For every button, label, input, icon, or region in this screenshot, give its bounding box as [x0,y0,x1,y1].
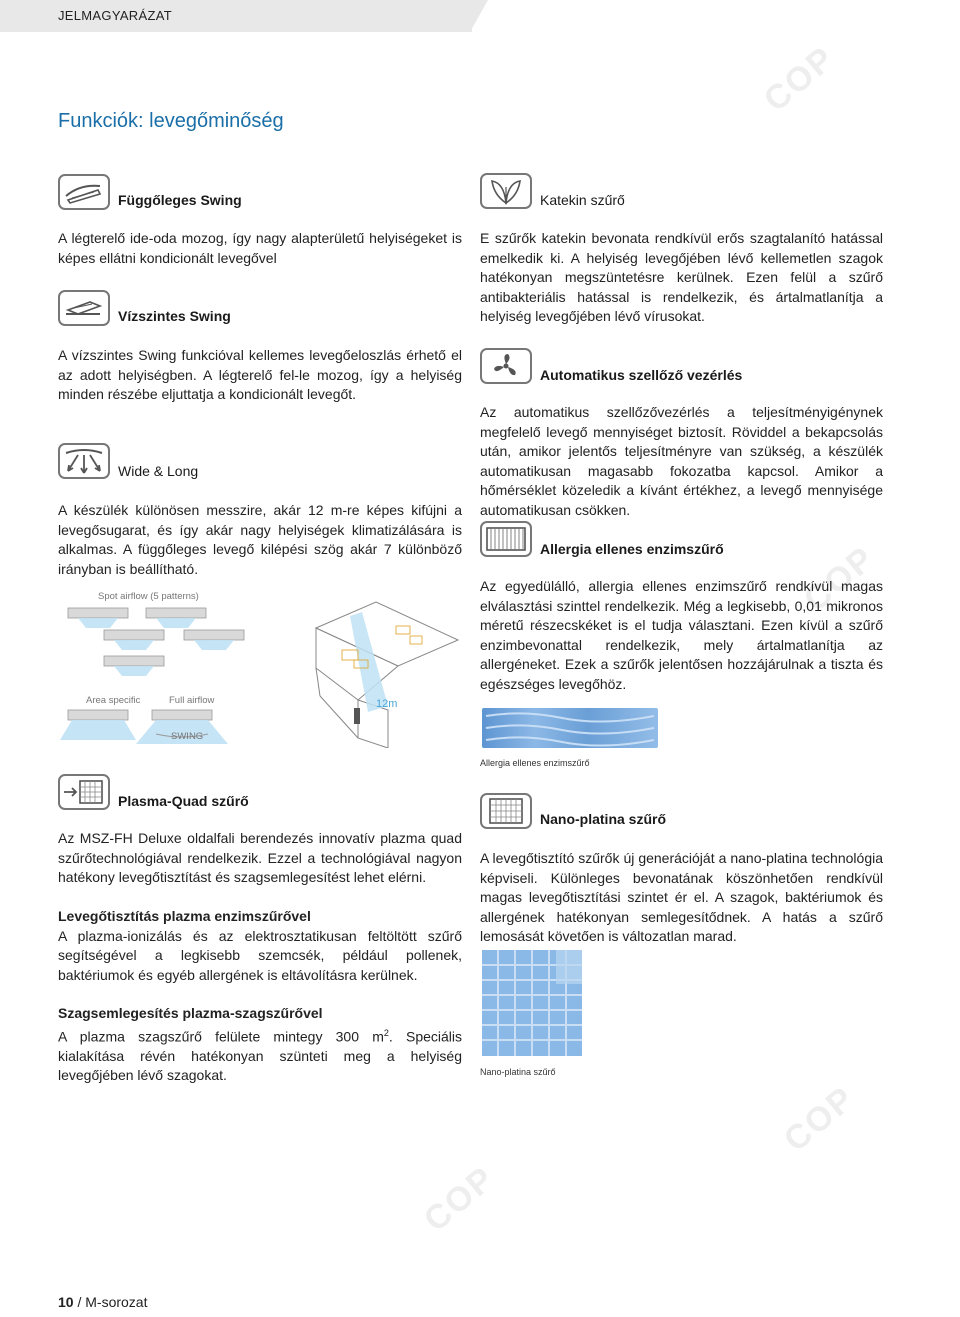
watermark: COP [756,38,843,120]
section-label: JELMAGYARÁZAT [58,8,172,23]
allergy-filter-icon [480,521,532,557]
subsection-text: A plazma-ionizálás és az elektrosztatikusan feltöltött szűrő segítségével a legkisebb szemcsék, például pollenek, baktériumok és egyéb allergének is eltávolításra kerülnek. [58,927,462,983]
allergy-filter-image [482,708,658,748]
page-title: Funkciók: levegőminőség [58,110,284,132]
subsection-title: Szagsemlegesítés plazma-szagszűrővel [58,1005,323,1021]
feature-title: Vízszintes Swing [118,308,231,324]
feature-text: E szűrők katekin bevonata rendkívül erős szagtalanító hatással emelkedik ki. A helyiség levegőjében lévő kellemetlen szagok hatékonyan megszüntetésre kerülnek. Ezen felül a szűrő antibakteriális hatással is rendelkezik, és ártalmatlanítja a helyiség levegőjében lévő vírusokat. [480,230,883,324]
page-footer [58,1294,147,1310]
subsection-text: . Speciális kialakítása révén hatékonyan szünteti meg a helyiség levegőjében lévő szagokat. [58,1028,463,1084]
feature-title: Allergia ellenes enzimszűrő [540,541,724,557]
plasma-intro: Az MSZ-FH Deluxe oldalfali berendezés innovatív plazma quad szűrőtechnológiával rendelkezik. Ezzel a technológiával nagyon hatékony levegőtisztítást és szagsemlegesítést lehet elérni. [58,830,462,885]
feature-text: A készülék különösen messzire, akár 12 m-re képes kifújni a levegősugarat, és így akár nagy helyiségek klimatizálására is alkalmas. A függőleges levegő kilépési szög akár 7 különböző irányban is beállítható. [58,502,462,577]
fan-icon [480,348,532,384]
subsection-title: Levegőtisztítás plazma enzimszűrővel [58,908,311,924]
feature-text: Az egyedülálló, allergia ellenes enzimszűrő rendkívül magas elválasztási szinttel rendelkezik. Még a legkisebb, 0,01 mikronos méretű részecskéket is el tudja választani. Ezen kívül a szűrő enzimbevonattal rendelkezik, mely ártalmatlanítja az allergéneket. Ezek a szűrők jelentősen hozzájárulnak a tiszta és egészséges levegőhöz. [480,578,883,692]
header-tab [470,0,488,32]
watermark: COP [416,1158,503,1240]
swing-label: SWING [171,731,204,742]
plasma-section-1 [58,907,462,985]
feature-title: Nano-platina szűrő [540,811,667,827]
watermark: COP [776,1078,863,1160]
airflow-diagram [58,588,462,748]
horizontal-swing-icon [58,290,110,326]
wide-long-icon [58,443,110,479]
airflow-diagram-graphic [58,588,462,748]
spot-airflow-label: Spot airflow (5 patterns) [98,591,199,602]
subsection-text: A plazma szagszűrő felülete mintegy 300 m [58,1028,384,1045]
full-airflow-label: Full airflow [169,695,215,706]
distance-label: 12m [376,698,398,710]
feature-text: A vízszintes Swing funkcióval kellemes levegőeloszlás érhető el az adott helyiségben. A légterelő fel-le mozog, így a helyiség minden részébe eljuttatja a kondicionált levegőt. [58,347,462,402]
nano-filter-icon [480,793,532,829]
area-specific-label: Area specific [86,695,141,706]
plasma-filter-icon [58,774,110,810]
watermark: COP [796,538,883,620]
series-name: / M-sorozat [77,1294,148,1310]
feature-title: Automatikus szellőző vezérlés [540,367,743,383]
image-caption: Allergia ellenes enzimszűrő [480,758,590,768]
page-number: 10 [58,1294,74,1310]
plasma-section-2 [58,1004,462,1086]
catechin-leaf-icon [480,173,532,209]
nano-filter-image [482,950,582,1056]
feature-title: Plasma-Quad szűrő [118,793,249,809]
feature-title: Katekin szűrő [540,192,625,208]
vertical-swing-icon [58,174,110,210]
feature-text: A légterelő ide-oda mozog, így nagy alapterületű helyiségeket is képes ellátni kondicionált levegővel [58,230,462,266]
feature-title: Függőleges Swing [118,192,242,208]
superscript: 2 [383,1027,389,1038]
feature-title: Wide & Long [118,463,199,479]
feature-text: Az automatikus szellőzővezérlés a teljesítményigénynek megfelelő levegő mennyiséget biztosít. Röviddel a bekapcsolás után, amikor jelentős teljesítményre van szükség, a készülék automatikusan magasabb fokozatba kapcsol. Amikor a hőmérséklet közeledik a kívánt értékhez, a levegő mennyisége automatikusan csökken. [480,404,883,518]
feature-text: A levegőtisztító szűrők új generációját a nano-platina technológia képviseli. Különleges bevonatának köszönhetően rendkívül magas levegőtisztítási szintet ér el. A szagok, baktériumok és allergének hatékonyan semlegesítődnek. A hatás a szűrő lemosását követően is változatlan marad. [480,850,883,944]
image-caption: Nano-platina szűrő [480,1067,556,1077]
